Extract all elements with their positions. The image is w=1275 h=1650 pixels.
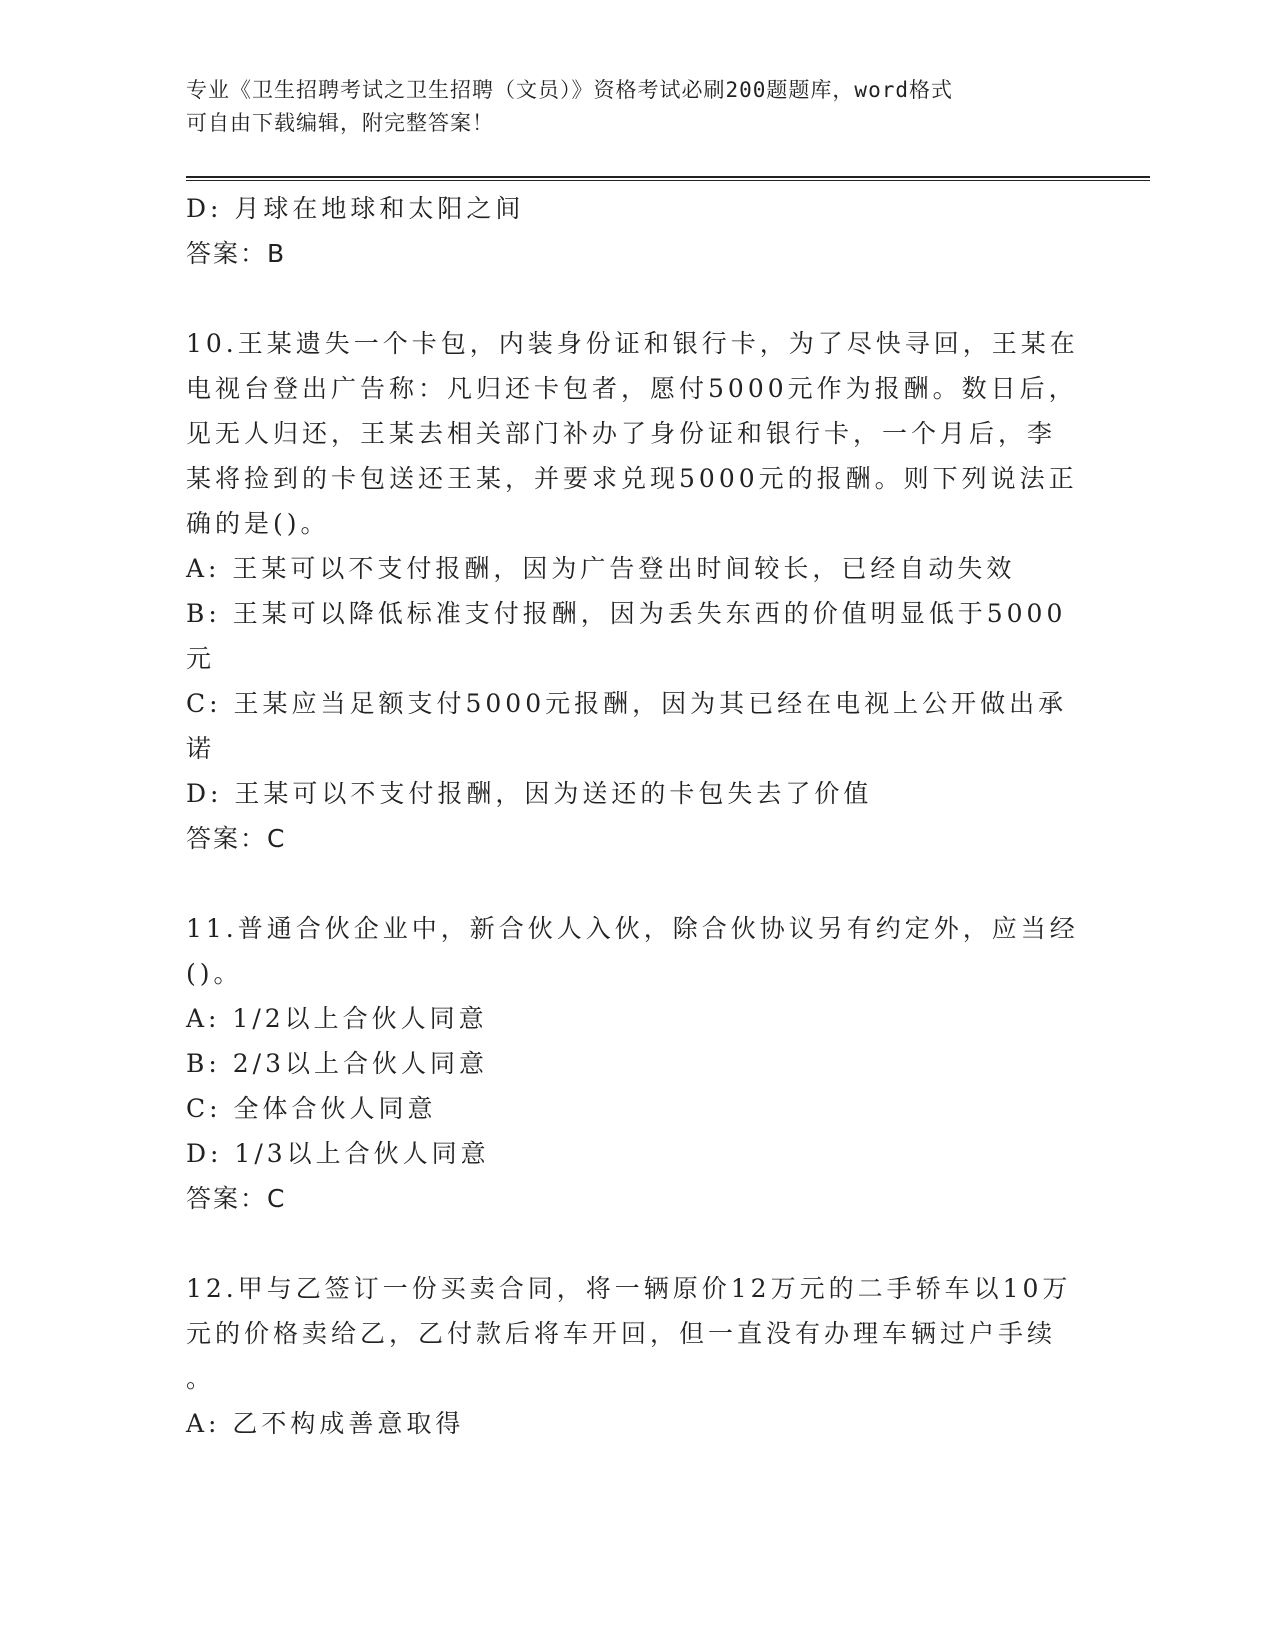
option-d-prev: D: 月球在地球和太阳之间: [186, 194, 525, 223]
question-stem-line: 某将捡到的卡包送还王某，并要求兑现5000元的报酬。则下列说法正: [186, 464, 1078, 493]
question-stem-line: 确的是()。: [186, 509, 330, 538]
question-stem-line: 11.普通合伙企业中，新合伙人入伙，除合伙协议另有约定外，应当经: [186, 914, 1079, 943]
question-stem-line: 12.甲与乙签订一份买卖合同，将一辆原价12万元的二手轿车以10万: [186, 1274, 1072, 1303]
question-12: [186, 1266, 1086, 1446]
option-c: C: 王某应当足额支付5000元报酬，因为其已经在电视上公开做出承: [186, 689, 1068, 718]
question-stem-line: 元的价格卖给乙，乙付款后将车开回，但一直没有办理车辆过户手续: [186, 1319, 1057, 1348]
spacer: [186, 1221, 1086, 1266]
question-stem-line: 。: [186, 1364, 216, 1393]
document-header: [186, 74, 1066, 140]
question-stem-line: ()。: [186, 959, 243, 988]
answer-prev: 答案：B: [186, 239, 287, 268]
header-line-2: 可自由下载编辑，附完整答案！: [186, 111, 494, 135]
answer: 答案：C: [186, 1184, 287, 1213]
option-c: C: 全体合伙人同意: [186, 1094, 437, 1123]
answer: 答案：C: [186, 824, 287, 853]
spacer: [186, 861, 1086, 906]
option-a: A: 1/2以上合伙人同意: [186, 1004, 488, 1033]
option-a: A: 乙不构成善意取得: [186, 1409, 465, 1438]
option-a: A: 王某可以不支付报酬，因为广告登出时间较长，已经自动失效: [186, 554, 1016, 583]
option-b-cont: 元: [186, 644, 216, 673]
question-stem-line: 见无人归还，王某去相关部门补办了身份证和银行卡，一个月后，李: [186, 419, 1057, 448]
document-body: [186, 186, 1086, 1446]
option-b: B: 王某可以降低标准支付报酬，因为丢失东西的价值明显低于5000: [186, 599, 1067, 628]
option-d: D: 1/3以上合伙人同意: [186, 1139, 490, 1168]
header-line-1: 专业《卫生招聘考试之卫生招聘（文员）》资格考试必刷200题题库，word格式: [186, 78, 953, 102]
header-divider: [186, 176, 1150, 181]
option-d: D: 王某可以不支付报酬，因为送还的卡包失去了价值: [186, 779, 873, 808]
question-11: [186, 906, 1086, 1221]
question-stem-line: 10.王某遗失一个卡包，内装身份证和银行卡，为了尽快寻回，王某在: [186, 329, 1079, 358]
question-stem-line: 电视台登出广告称：凡归还卡包者，愿付5000元作为报酬。数日后，: [186, 374, 1078, 403]
option-c-cont: 诺: [186, 734, 216, 763]
question-10: [186, 321, 1086, 861]
spacer: [186, 276, 1086, 321]
option-b: B: 2/3以上合伙人同意: [186, 1049, 488, 1078]
